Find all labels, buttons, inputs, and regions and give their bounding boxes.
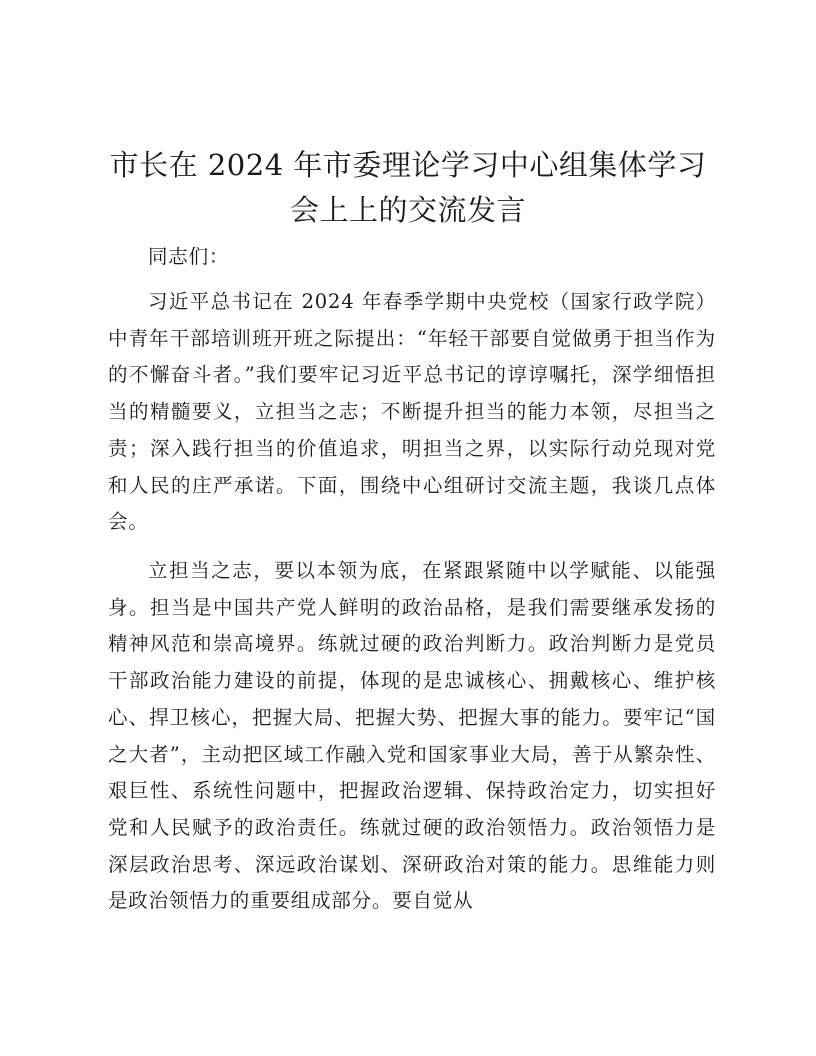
- salutation: 同志们：: [148, 245, 230, 268]
- paragraph-intro: 习近平总书记在 2024 年春季学期中央党校（国家行政学院）中青年干部培训班开班之际提出：“年轻干部要自觉做勇于担当作为的不懈奋斗者。”我们要牢记习近平总书记的谆谆嘱托，深学细悟担当的精髓要义，立担当之志；不断提升担当的能力本领，尽担当之责；深入践行担当的价值追求，明担当之界，以实际行动兑现对党和人民的庄严承诺。下面，围绕中心组研讨交流主题，我谈几点体会。: [108, 290, 716, 534]
- paragraph-political-ability: 立担当之志，要以本领为底，在紧跟紧随中以学赋能、以能强身。担当是中国共产党人鲜明的政治品格，是我们需要继承发扬的精神风范和崇高境界。练就过硬的政治判断力。政治判断力是党员干部政治能力建设的前提，体现的是忠诚核心、拥戴核心、维护核心、捍卫核心，把握大局、把握大势、把握大事的能力。要牢记“国之大者”，主动把区域工作融入党和国家事业大局，善于从繁杂性、艰巨性、系统性问题中，把握政治逻辑、保持政治定力，切实担好党和人民赋予的政治责任。练就过硬的政治领悟力。政治领悟力是深层政治思考、深远政治谋划、深研政治对策的能力。思维能力则是政治领悟力的重要组成部分。要自觉从: [108, 559, 716, 913]
- document-title: 市长在 2024 年市委理论学习中心组集体学习会上上的交流发言: [109, 148, 707, 227]
